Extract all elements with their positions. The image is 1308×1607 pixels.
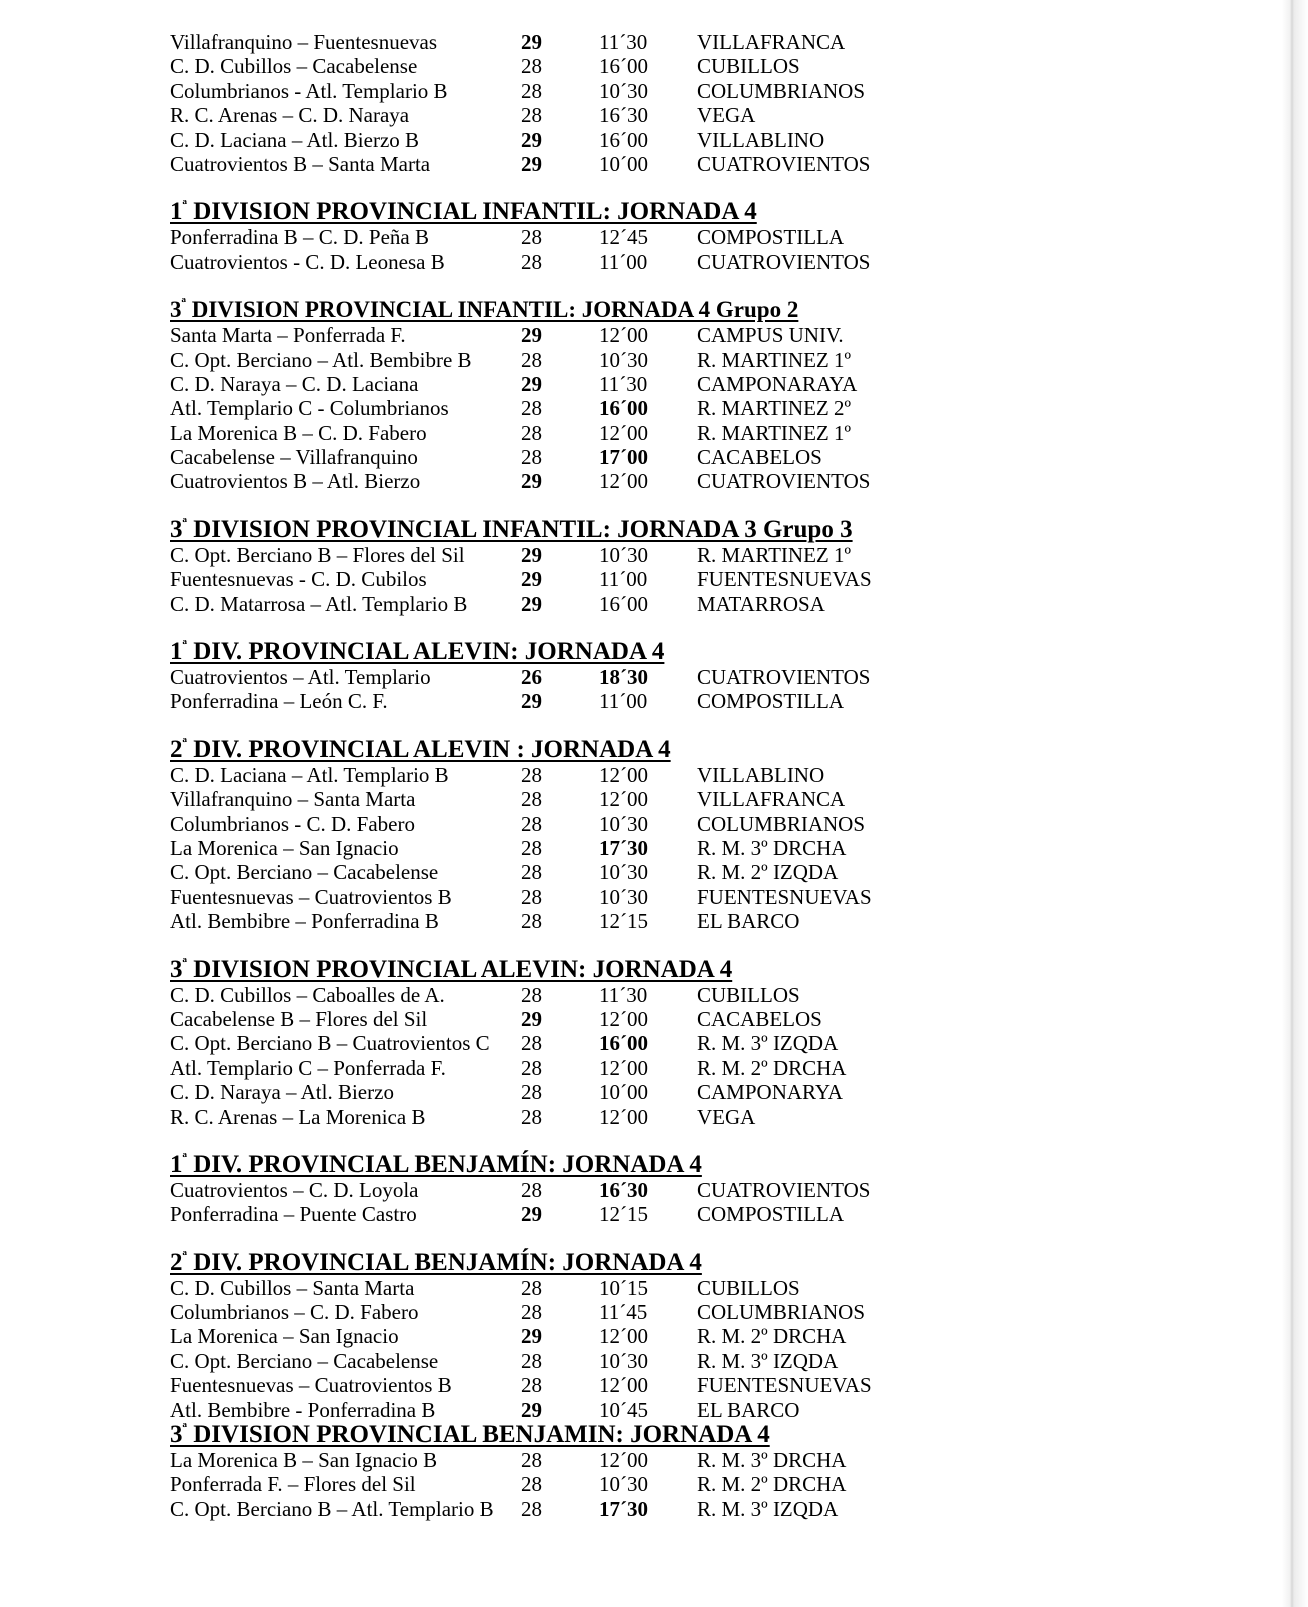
fixture-row	[170, 1448, 1250, 1472]
fixture-row	[170, 689, 1250, 713]
match-day: 28	[521, 1300, 542, 1325]
match-teams: C. D. Laciana – Atl. Bierzo B	[170, 127, 420, 152]
match-day: 28	[521, 762, 542, 787]
fixture-row	[170, 79, 1250, 103]
match-teams: Atl. Templario C - Columbrianos	[170, 396, 449, 421]
fixture-row	[170, 152, 1250, 176]
fixture-section	[170, 517, 1250, 616]
section-heading: $3^ª$ DIVISION PROVINCIAL BENJAMIN: JORNADA 4	[170, 1421, 770, 1449]
fixture-row	[170, 763, 1250, 787]
match-venue: R. M. 3º IZQDA	[697, 1031, 839, 1056]
match-venue: CUATROVIENTOS	[697, 469, 871, 494]
fixture-section	[170, 1152, 1250, 1227]
match-venue: COLUMBRIANOS	[697, 78, 866, 103]
section-heading: $1^ª$ DIVISION PROVINCIAL INFANTIL: JORNADA 4	[170, 198, 757, 226]
match-teams: C. D. Cubillos – Cacabelense	[170, 54, 418, 79]
fixture-row	[170, 1300, 1250, 1324]
match-time: 10´30	[599, 78, 648, 103]
match-time: 11´00	[599, 567, 648, 592]
match-venue: CUATROVIENTOS	[697, 151, 871, 176]
match-teams: C. D. Laciana – Atl. Templario B	[170, 762, 449, 787]
match-day: 29	[521, 1202, 542, 1227]
match-day: 28	[521, 1373, 542, 1398]
match-day: 29	[521, 371, 542, 396]
match-time: 10´30	[599, 811, 648, 836]
match-teams: C. Opt. Berciano B – Atl. Templario B	[170, 1496, 494, 1521]
match-teams: La Morenica B – C. D. Fabero	[170, 420, 427, 445]
match-teams: C. Opt. Berciano B – Flores del Sil	[170, 542, 465, 567]
match-day: 28	[521, 78, 542, 103]
match-venue: R. M. 2º DRCHA	[697, 1472, 847, 1497]
match-teams: Cuatrovientos – Atl. Templario	[170, 665, 431, 690]
match-day: 28	[521, 249, 542, 274]
fixture-section	[170, 297, 1250, 494]
match-day: 29	[521, 30, 542, 54]
match-teams: Cacabelense – Villafranquino	[170, 445, 418, 470]
fixtures-document	[170, 30, 1250, 1521]
fixture-row	[170, 1398, 1250, 1422]
match-teams: Cuatrovientos B – Santa Marta	[170, 151, 431, 176]
match-teams: Atl. Templario C – Ponferrada F.	[170, 1055, 446, 1080]
match-time: 12´00	[599, 1448, 648, 1473]
match-venue: FUENTESNUEVAS	[697, 567, 872, 592]
match-venue: R. MARTINEZ 1º	[697, 347, 851, 372]
match-venue: R. MARTINEZ 1º	[697, 542, 851, 567]
match-teams: Atl. Bembibre – Ponferradina B	[170, 909, 439, 934]
match-time: 11´00	[599, 689, 648, 714]
match-day: 29	[521, 469, 542, 494]
fixture-row	[170, 787, 1250, 811]
match-teams: Ponferradina B – C. D. Peña B	[170, 225, 429, 250]
match-time: 12´15	[599, 1202, 648, 1227]
match-venue: R. MARTINEZ 2º	[697, 396, 851, 421]
match-time: 12´00	[599, 762, 648, 787]
match-time: 10´30	[599, 1472, 648, 1497]
match-venue: R. M. 3º DRCHA	[697, 835, 847, 860]
match-day: 29	[521, 689, 542, 714]
match-venue: VILLAFRANCA	[697, 787, 846, 812]
match-time: 11´45	[599, 1300, 648, 1325]
match-teams: C. D. Matarrosa – Atl. Templario B	[170, 591, 468, 616]
match-venue: VILLAFRANCA	[697, 30, 846, 54]
section-heading: $1^ª$ DIV. PROVINCIAL ALEVIN: JORNADA 4	[170, 638, 665, 666]
fixture-row	[170, 1080, 1250, 1104]
match-day: 28	[521, 445, 542, 470]
fixture-row	[170, 250, 1250, 274]
fixture-section	[170, 957, 1250, 1129]
fixture-row	[170, 421, 1250, 445]
match-day: 29	[521, 1324, 542, 1349]
match-time: 17´00	[599, 445, 648, 470]
fixture-row	[170, 909, 1250, 933]
match-teams: Villafranquino – Santa Marta	[170, 787, 416, 812]
match-teams: R. C. Arenas – C. D. Naraya	[170, 103, 410, 128]
match-time: 12´15	[599, 909, 648, 934]
match-teams: Fuentesnuevas - C. D. Cubilos	[170, 567, 427, 592]
match-venue: CAMPUS UNIV.	[697, 323, 844, 348]
fixture-row	[170, 1497, 1250, 1521]
match-venue: R. M. 2º DRCHA	[697, 1324, 847, 1349]
fixture-section	[170, 30, 1250, 176]
match-time: 16´30	[599, 1177, 648, 1202]
match-venue: CUATROVIENTOS	[697, 665, 871, 690]
match-teams: La Morenica – San Ignacio	[170, 835, 399, 860]
match-day: 29	[521, 151, 542, 176]
match-time: 12´00	[599, 1055, 648, 1080]
match-venue: FUENTESNUEVAS	[697, 1373, 872, 1398]
match-time: 16´00	[599, 591, 648, 616]
match-day: 28	[521, 811, 542, 836]
fixture-row	[170, 348, 1250, 372]
match-venue: CUBILLOS	[697, 1275, 800, 1300]
fixture-row	[170, 983, 1250, 1007]
match-teams: La Morenica – San Ignacio	[170, 1324, 399, 1349]
match-day: 28	[521, 1348, 542, 1373]
fixture-row	[170, 1276, 1250, 1300]
match-time: 11´30	[599, 30, 648, 54]
match-venue: MATARROSA	[697, 591, 825, 616]
fixture-row	[170, 1178, 1250, 1202]
match-day: 28	[521, 1275, 542, 1300]
match-teams: C. Opt. Berciano – Atl. Bembibre B	[170, 347, 472, 372]
fixture-row	[170, 54, 1250, 78]
fixture-row	[170, 1324, 1250, 1348]
match-teams: Cacabelense B – Flores del Sil	[170, 1006, 428, 1031]
match-time: 12´00	[599, 469, 648, 494]
match-teams: C. Opt. Berciano – Cacabelense	[170, 860, 439, 885]
section-heading: $3^ª$ DIVISION PROVINCIAL INFANTIL: JORNADA 3 Grupo 3	[170, 515, 853, 543]
section-heading: $2^ª$ DIV. PROVINCIAL ALEVIN : JORNADA 4	[170, 735, 671, 763]
match-teams: Fuentesnuevas – Cuatrovientos B	[170, 1373, 452, 1398]
match-venue: R. M. 2º IZQDA	[697, 860, 839, 885]
match-teams: R. C. Arenas – La Morenica B	[170, 1104, 426, 1129]
match-time: 10´30	[599, 1348, 648, 1373]
match-time: 12´00	[599, 420, 648, 445]
match-day: 29	[521, 323, 542, 348]
match-time: 10´00	[599, 1080, 648, 1105]
match-teams: C. Opt. Berciano B – Cuatrovientos C	[170, 1031, 490, 1056]
match-venue: R. M. 3º IZQDA	[697, 1348, 839, 1373]
match-day: 28	[521, 909, 542, 934]
match-teams: Cuatrovientos B – Atl. Bierzo	[170, 469, 421, 494]
fixture-row	[170, 1202, 1250, 1226]
match-day: 28	[521, 1031, 542, 1056]
match-venue: VEGA	[697, 103, 756, 128]
match-time: 10´00	[599, 151, 648, 176]
match-day: 28	[521, 1080, 542, 1105]
match-teams: C. D. Naraya – Atl. Bierzo	[170, 1080, 394, 1105]
match-venue: CACABELOS	[697, 445, 822, 470]
match-teams: C. Opt. Berciano – Cacabelense	[170, 1348, 439, 1373]
match-day: 28	[521, 1496, 542, 1521]
match-time: 10´30	[599, 542, 648, 567]
match-day: 28	[521, 787, 542, 812]
fixture-row	[170, 592, 1250, 616]
fixture-row	[170, 323, 1250, 347]
match-day: 28	[521, 1177, 542, 1202]
match-time: 10´30	[599, 347, 648, 372]
fixture-row	[170, 543, 1250, 567]
fixture-row	[170, 1056, 1250, 1080]
match-day: 28	[521, 1104, 542, 1129]
match-venue: VILLABLINO	[697, 127, 825, 152]
match-teams: Santa Marta – Ponferrada F.	[170, 323, 406, 348]
match-time: 10´30	[599, 860, 648, 885]
match-day: 28	[521, 347, 542, 372]
fixture-row	[170, 665, 1250, 689]
match-teams: Cuatrovientos - C. D. Leonesa B	[170, 249, 445, 274]
match-venue: EL BARCO	[697, 1397, 800, 1422]
match-venue: FUENTESNUEVAS	[697, 884, 872, 909]
match-teams: Cuatrovientos – C. D. Loyola	[170, 1177, 419, 1202]
match-time: 10´30	[599, 884, 648, 909]
fixture-row	[170, 1472, 1250, 1496]
match-teams: C. D. Cubillos – Santa Marta	[170, 1275, 415, 1300]
fixture-section	[170, 1422, 1250, 1521]
match-day: 29	[521, 542, 542, 567]
fixture-section	[170, 199, 1250, 274]
match-time: 16´00	[599, 1031, 648, 1056]
match-teams: Columbrianos - Atl. Templario B	[170, 78, 448, 103]
match-teams: Atl. Bembibre - Ponferradina B	[170, 1397, 436, 1422]
match-time: 16´00	[599, 54, 648, 79]
match-day: 28	[521, 396, 542, 421]
fixture-row	[170, 469, 1250, 493]
match-venue: COMPOSTILLA	[697, 225, 845, 250]
section-heading: $3^ª$ DIVISION PROVINCIAL INFANTIL: JORNADA 4 Grupo 2	[170, 296, 799, 323]
match-time: 12´45	[599, 225, 648, 250]
match-venue: VILLABLINO	[697, 762, 825, 787]
match-day: 28	[521, 103, 542, 128]
match-time: 10´45	[599, 1397, 648, 1422]
match-time: 12´00	[599, 1006, 648, 1031]
match-day: 28	[521, 835, 542, 860]
match-day: 29	[521, 591, 542, 616]
match-venue: COMPOSTILLA	[697, 1202, 845, 1227]
match-teams: C. D. Cubillos – Caboalles de A.	[170, 982, 445, 1007]
section-heading: $1^ª$ DIV. PROVINCIAL BENJAMÍN: JORNADA 4	[170, 1150, 702, 1178]
match-time: 16´00	[599, 396, 648, 421]
page-edge-shadow	[1282, 0, 1308, 1607]
match-day: 28	[521, 884, 542, 909]
match-time: 18´30	[599, 665, 648, 690]
match-teams: Fuentesnuevas – Cuatrovientos B	[170, 884, 452, 909]
match-venue: R. MARTINEZ 1º	[697, 420, 851, 445]
fixture-row	[170, 103, 1250, 127]
match-venue: CUATROVIENTOS	[697, 249, 871, 274]
match-teams: C. D. Naraya – C. D. Laciana	[170, 371, 419, 396]
match-venue: R. M. 2º DRCHA	[697, 1055, 847, 1080]
match-teams: Villafranquino – Fuentesnuevas	[170, 30, 438, 54]
fixture-row	[170, 1007, 1250, 1031]
match-teams: La Morenica B – San Ignacio B	[170, 1448, 438, 1473]
match-time: 12´00	[599, 1104, 648, 1129]
match-venue: EL BARCO	[697, 909, 800, 934]
match-day: 28	[521, 1472, 542, 1497]
fixture-row	[170, 860, 1250, 884]
match-day: 28	[521, 1055, 542, 1080]
fixture-row	[170, 396, 1250, 420]
fixture-row	[170, 1373, 1250, 1397]
match-time: 12´00	[599, 787, 648, 812]
match-time: 12´00	[599, 1324, 648, 1349]
match-day: 29	[521, 1006, 542, 1031]
section-heading: $3^ª$ DIVISION PROVINCIAL ALEVIN: JORNADA 4	[170, 955, 733, 983]
match-time: 10´15	[599, 1275, 648, 1300]
match-day: 29	[521, 567, 542, 592]
match-venue: R. M. 3º DRCHA	[697, 1448, 847, 1473]
fixture-section	[170, 639, 1250, 714]
match-teams: Columbrianos – C. D. Fabero	[170, 1300, 419, 1325]
fixture-row	[170, 567, 1250, 591]
match-time: 16´30	[599, 103, 648, 128]
fixture-section	[170, 1250, 1250, 1422]
match-venue: CACABELOS	[697, 1006, 822, 1031]
match-time: 17´30	[599, 835, 648, 860]
match-day: 29	[521, 127, 542, 152]
match-time: 12´00	[599, 1373, 648, 1398]
match-day: 28	[521, 54, 542, 79]
match-venue: CUBILLOS	[697, 982, 800, 1007]
match-time: 11´30	[599, 371, 648, 396]
match-venue: COLUMBRIANOS	[697, 811, 866, 836]
match-day: 28	[521, 1448, 542, 1473]
match-venue: COLUMBRIANOS	[697, 1300, 866, 1325]
match-time: 16´00	[599, 127, 648, 152]
match-venue: CAMPONARAYA	[697, 371, 858, 396]
match-time: 12´00	[599, 323, 648, 348]
fixture-section	[170, 737, 1250, 934]
match-time: 11´00	[599, 249, 648, 274]
match-venue: CUBILLOS	[697, 54, 800, 79]
fixture-row	[170, 1031, 1250, 1055]
match-venue: CUATROVIENTOS	[697, 1177, 871, 1202]
match-day: 28	[521, 225, 542, 250]
fixture-row	[170, 445, 1250, 469]
fixture-row	[170, 225, 1250, 249]
fixture-row	[170, 812, 1250, 836]
fixture-row	[170, 836, 1250, 860]
match-day: 28	[521, 860, 542, 885]
match-day: 29	[521, 1397, 542, 1422]
match-teams: Columbrianos - C. D. Fabero	[170, 811, 415, 836]
match-day: 28	[521, 420, 542, 445]
fixture-row	[170, 30, 1250, 54]
match-day: 28	[521, 982, 542, 1007]
fixture-row	[170, 885, 1250, 909]
match-venue: R. M. 3º IZQDA	[697, 1496, 839, 1521]
fixture-row	[170, 372, 1250, 396]
match-teams: Ponferradina – León C. F.	[170, 689, 388, 714]
match-time: 11´30	[599, 982, 648, 1007]
fixture-row	[170, 1105, 1250, 1129]
match-venue: CAMPONARYA	[697, 1080, 843, 1105]
fixture-row	[170, 128, 1250, 152]
match-day: 26	[521, 665, 542, 690]
section-heading: $2^ª$ DIV. PROVINCIAL BENJAMÍN: JORNADA 4	[170, 1248, 702, 1276]
match-venue: COMPOSTILLA	[697, 689, 845, 714]
match-time: 17´30	[599, 1496, 648, 1521]
match-teams: Ponferrada F. – Flores del Sil	[170, 1472, 416, 1497]
match-teams: Ponferradina – Puente Castro	[170, 1202, 417, 1227]
fixture-row	[170, 1349, 1250, 1373]
match-venue: VEGA	[697, 1104, 756, 1129]
